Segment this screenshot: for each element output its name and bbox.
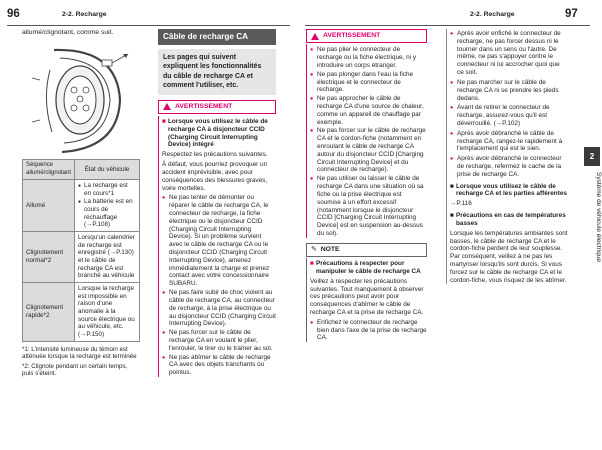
list-item: ● La recharge est en cours*1 bbox=[78, 182, 136, 197]
warning-label: AVERTISSEMENT bbox=[175, 102, 233, 110]
list-item: ● Ne pas utiliser ou laisser le câble de recharge CA dans une situation où sa fiche ou la prise électrique est soumise à un effort excessif (notamment lorsque le disjoncteur CCID [Charging Circuit Interrupting Device] est en suspension au-dessus du sol). bbox=[310, 175, 427, 238]
warning-heading: ■ Lorsque vous utilisez le câble de recharge CA à disjoncteur CCID (Charging Circuit Interrupting Device) intégré bbox=[162, 118, 268, 149]
row-label: Clignotement normal*2 bbox=[23, 231, 75, 282]
square-bullet-icon: ■ bbox=[450, 182, 454, 190]
warning-triangle-icon bbox=[311, 33, 319, 40]
list-item: ● Après avoir débranché le connecteur de recharge, refermez le cache de la prise de recharge CA. bbox=[450, 155, 568, 178]
chapter-tab: 2 bbox=[584, 147, 600, 166]
list-item: ● Ne pas forcer sur le câble de recharge CA en voulant le plier, l'enrouler, le tirer ou le traîner au sol. bbox=[162, 329, 276, 352]
header-rule-right bbox=[305, 25, 590, 26]
right-column-1 bbox=[306, 29, 427, 342]
table-header-status: État du véhicule bbox=[75, 160, 140, 180]
list-item: ● Ne pas abîmer le câble de recharge CA avec des objets tranchants ou pointus. bbox=[162, 354, 276, 377]
list-item: ● Enfichez le connecteur de recharge bien dans l'axe de la prise de recharge CA. bbox=[310, 319, 427, 342]
left-column-1 bbox=[22, 29, 140, 378]
summary-box: Les pages qui suivent expliquent les fonctionnalités du câble de recharge CA et comment l'utiliser, etc. bbox=[158, 49, 276, 95]
charge-port-illustration bbox=[22, 40, 140, 157]
list-item: ● Après avoir enfiché le connecteur de recharge, ne pas forcer dessus ni le tourner dans un sens ou l'autre. De même, ne pas s'appuyer contre le connecteur ni lui accrocher quoi que ce soit. bbox=[450, 30, 568, 77]
section-title: Câble de recharge CA bbox=[158, 29, 276, 45]
table-row bbox=[23, 282, 140, 341]
table-row bbox=[23, 231, 140, 282]
page-number-left: 96 bbox=[7, 8, 20, 20]
warning-header bbox=[306, 29, 427, 43]
footnote: *2: Clignote pendant un certain temps, puis s'éteint. bbox=[22, 362, 128, 378]
row-text: Lorsqu'un calendrier de recharge est enregistré (→P.130) et le câble de recharge CA est branché au véhicule bbox=[75, 231, 140, 282]
list-item: ● La batterie est en cours de réchauffage (→P.108) bbox=[78, 198, 136, 229]
footnote: *1: L'intensité lumineuse du témoin est atténuée lorsque la recharge est terminée bbox=[22, 345, 137, 361]
chapter-title-left: 2-2. Recharge bbox=[62, 11, 107, 18]
list-item: ● Avant de retirer le connecteur de recharge, assurez-vous qu'il est déverrouillé. (→P.102) bbox=[450, 104, 568, 127]
left-column-2 bbox=[158, 29, 276, 377]
table-header-sequence: Séquence allumé/clignotant bbox=[23, 160, 75, 180]
warning-label: AVERTISSEMENT bbox=[323, 32, 381, 39]
note-body bbox=[306, 258, 427, 342]
note-heading: ■ Précautions à respecter pour manipuler le câble de recharge CA bbox=[310, 260, 421, 275]
list-item: ● Ne pas faire subir de choc violent au câble de recharge CA, au connecteur de recharge, à la prise électrique ou au disjoncteur CCID (Charging Circuit Interrupting Device). bbox=[162, 289, 276, 328]
indicator-table bbox=[22, 159, 140, 341]
warning-intro: Respectez les précautions suivantes. bbox=[162, 151, 268, 159]
list-item: ● Ne pas plonger dans l'eau la fiche électrique et le connecteur de recharge. bbox=[310, 71, 427, 94]
section3-heading: ■ Précautions en cas de températures basses bbox=[450, 212, 566, 227]
list-item: ● Ne pas plier le connecteur de recharge ou la fiche électrique, ni y introduire un corps étranger. bbox=[310, 46, 427, 69]
section3-paragraph: Lorsque les températures ambiantes sont basses, le câble de recharge CA et le cordon-fiche perdent de leur souplesse. Par conséquent, veillez à ne pas les martyriser lorsqu'ils sont durcis. Si vous forcez sur le câble de recharge CA et le cordon-fiche, vous risquez de les abîmer. bbox=[450, 229, 568, 284]
warning-triangle-icon bbox=[163, 103, 171, 110]
page-number-right: 97 bbox=[565, 8, 578, 20]
footnotes bbox=[22, 346, 140, 378]
row-label: Clignotement rapide*2 bbox=[23, 282, 75, 341]
note-header bbox=[306, 243, 427, 257]
warning-paragraph: À défaut, vous pourriez provoquer un accident imprévisible, avec pour conséquences des blessures graves, voire mortelles. bbox=[162, 161, 268, 192]
header-rule-left bbox=[7, 25, 290, 26]
list-item: ● Après avoir débranché le câble de recharge CA, rangez-le rapidement à l'emplacement qui est le sien. bbox=[450, 130, 568, 153]
square-bullet-icon: ■ bbox=[310, 260, 314, 268]
chapter-title-right: 2-2. Recharge bbox=[470, 11, 515, 18]
note-label: NOTE bbox=[320, 245, 340, 253]
square-bullet-icon: ■ bbox=[450, 212, 454, 220]
warning-header bbox=[158, 100, 276, 114]
warning-body bbox=[158, 116, 276, 377]
list-item: ● Ne pas tenter de démonter ou réparer le câble de recharge CA, le connecteur de recharge, la fiche électrique ou le disjoncteur CCID (Charging Circuit Interrupting Device). Si un problème survient avec le câble de recharge CA ou le disjoncteur CCID (Charging Circuit Interrupting Device), amenez immédiatement la charge et prenez contact avec votre concessionnaire SUBARU. bbox=[162, 194, 276, 288]
square-bullet-icon: ■ bbox=[162, 118, 166, 126]
row-label: Allumé bbox=[23, 179, 75, 231]
list-item: ● Ne pas marcher sur le câble de recharge CA ni se prendre les pieds dedans. bbox=[450, 79, 568, 102]
list-item: ● Ne pas forcer sur le câble de recharge CA et le cordon-fiche (notamment en enroulant le câble de recharge CA autour du disjoncteur CCID [Charging Circuit Interrupting Device] et du connecteur de recharge). bbox=[310, 127, 427, 174]
row-text: Lorsque la recharge est impossible en raison d'une anomalie à la source électrique ou au véhicule, etc. (→P.150) bbox=[75, 282, 140, 341]
note-pencil-icon: ✎ bbox=[311, 245, 317, 253]
note-paragraph: Veillez à respecter les précautions suivantes. Tout manquement à observer ces précautions peut avoir pour conséquences d'abîmer le câble de recharge CA et la prise de recharge CA. bbox=[310, 277, 424, 316]
table-row bbox=[23, 179, 140, 231]
section2-heading: ■ Lorsque vous utilisez le câble de recharge CA et les parties afférentes bbox=[450, 182, 567, 198]
list-item: ● Ne pas approcher le câble de recharge CA d'une source de chaleur, comme un appareil de chauffage par exemple. bbox=[310, 95, 427, 126]
right-column-2 bbox=[446, 29, 568, 284]
section2-ref: →P.116 bbox=[450, 200, 472, 208]
intro-text: allumé/clignotant, comme suit. bbox=[22, 29, 114, 36]
chapter-tab-label: Système de véhicule électrique bbox=[595, 172, 602, 262]
warning-body bbox=[306, 44, 427, 238]
